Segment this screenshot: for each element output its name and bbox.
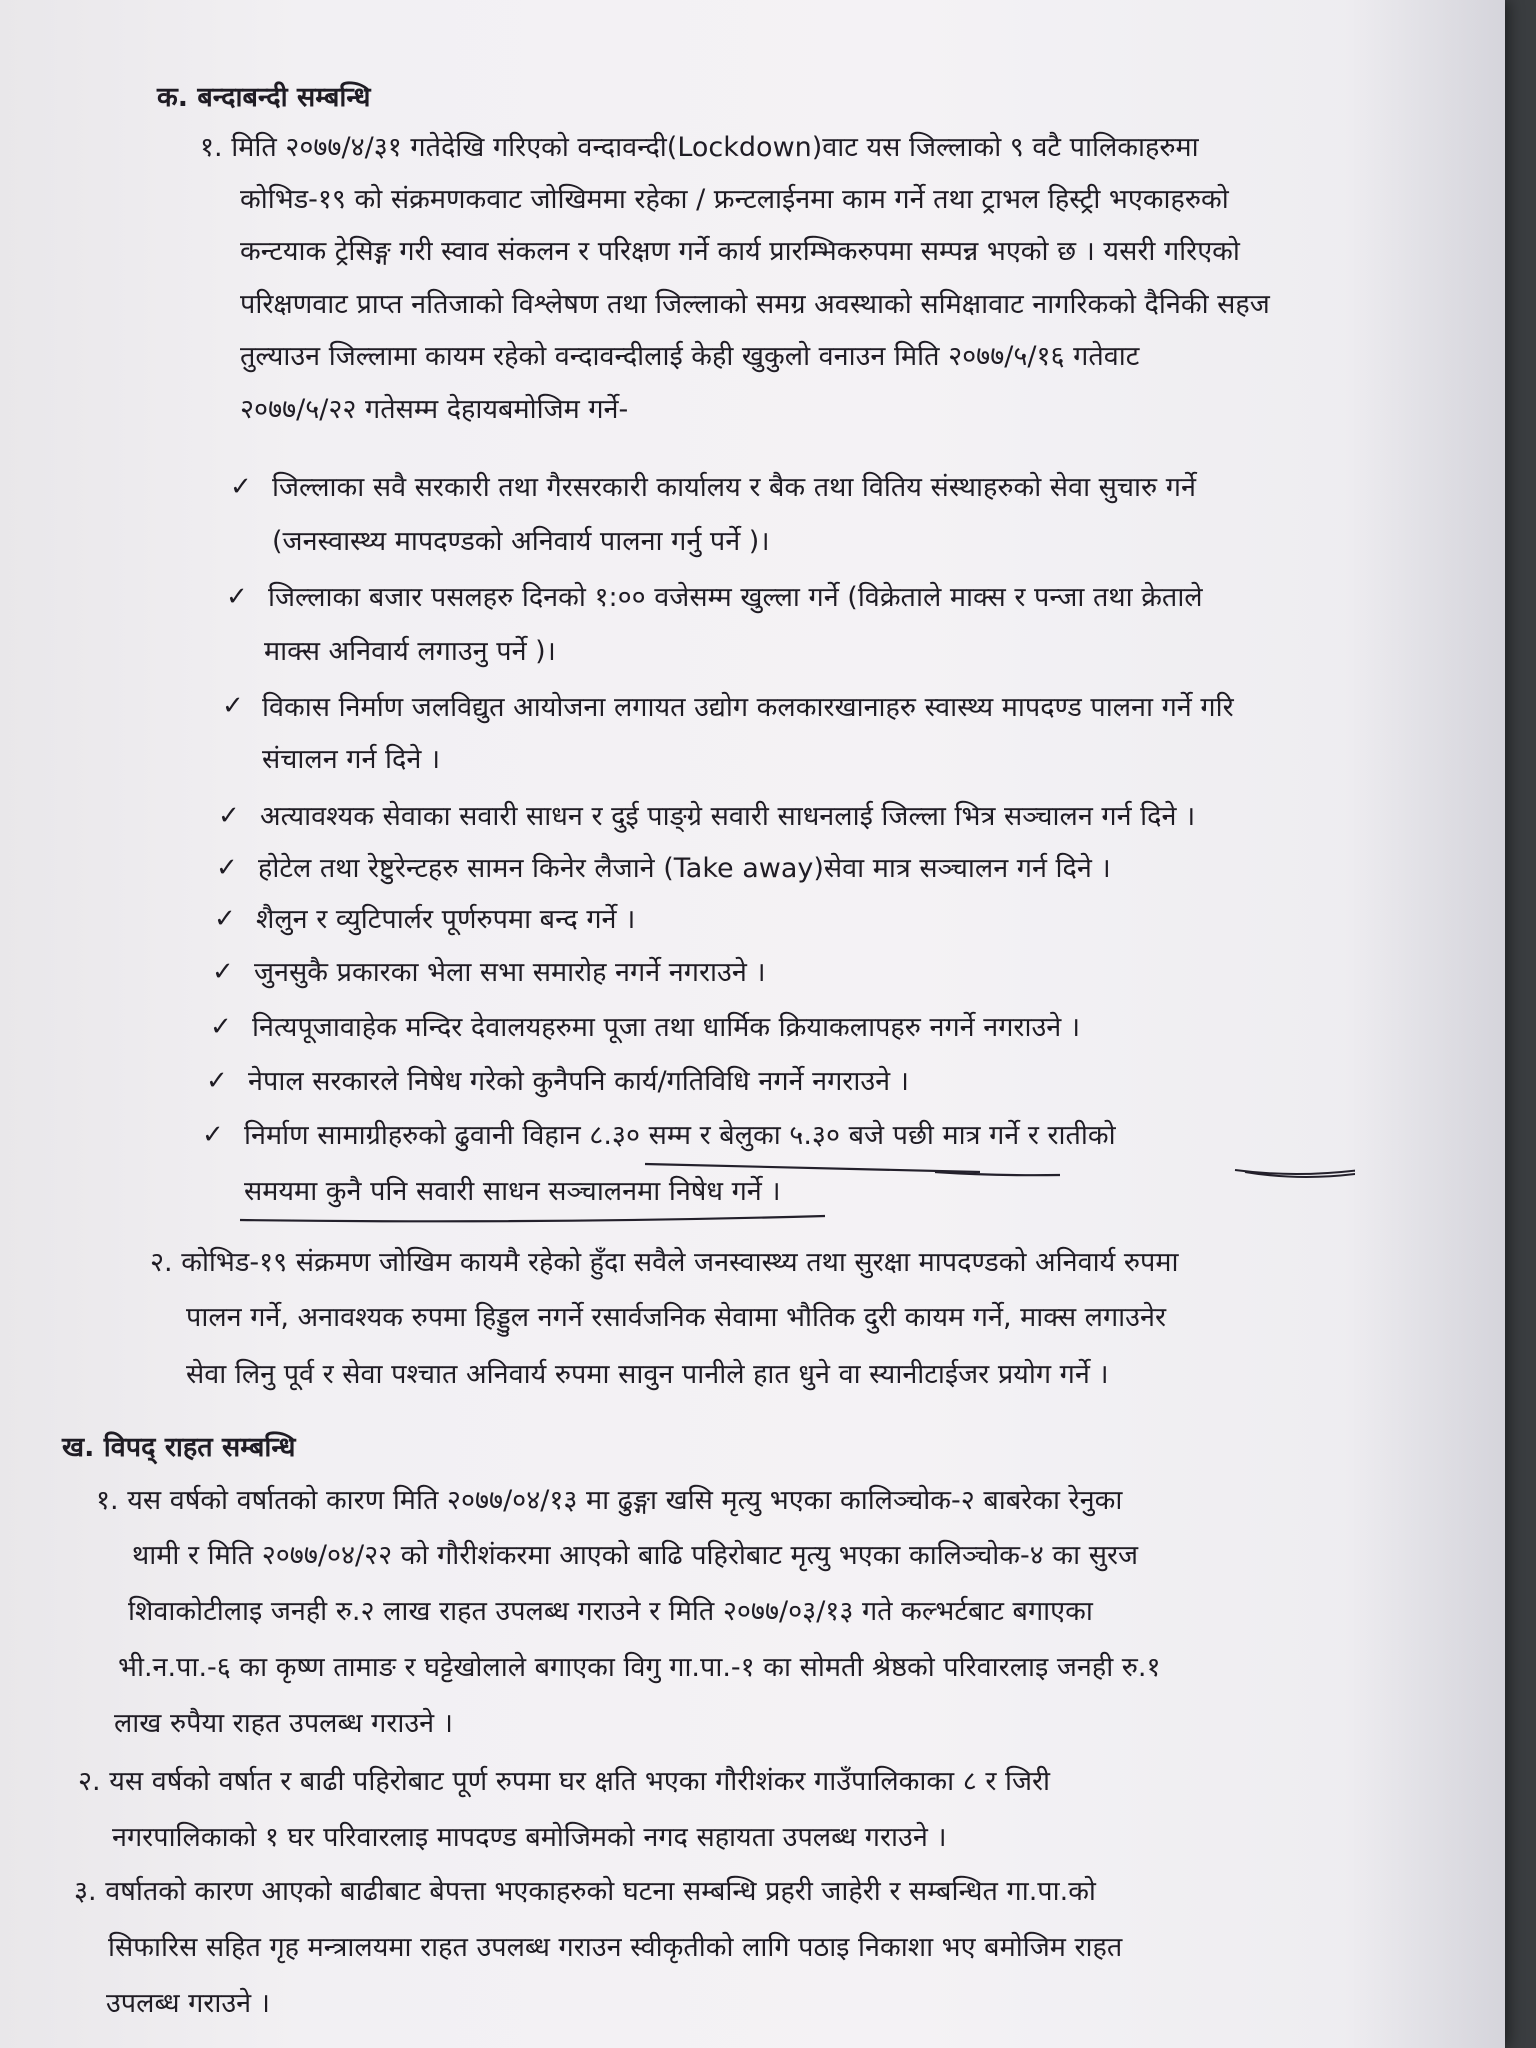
bullet-line: शैलुन र व्युटिपार्लर पूर्णरुपमा बन्द गर्ने । <box>256 904 636 935</box>
check-mark-icon: ✓ <box>218 801 240 831</box>
bullet-line: नेपाल सरकारले निषेध गरेको कुनैपनि कार्य/गतिविधि नगर्ने नगराउने । <box>248 1066 909 1097</box>
para-kha1-line: भी.न.पा.-६ का कृष्ण तामाङ र घट्टेखोलाले बगाएका विगु गा.पा.-१ का सोमती श्रेष्ठको परिवारलाइ जनही रु.१ <box>118 1652 1161 1683</box>
section-heading-ka: क. बन्दाबन्दी सम्बन्धि <box>157 82 371 113</box>
check-mark-icon: ✓ <box>216 853 238 883</box>
para-ka2-line: २. कोभिड-१९ संक्रमण जोखिम कायमै रहेको हुँदा सवैले जनस्वास्थ्य तथा सुरक्षा मापदण्डको अनिवार्य रुपमा <box>150 1247 1179 1278</box>
para-kha2-line: नगरपालिकाको १ घर परिवारलाइ मापदण्ड बमोजिमको नगद सहायता उपलब्ध गराउने । <box>112 1822 947 1853</box>
bullet-line: (जनस्वास्थ्य मापदण्डको अनिवार्य पालना गर्नु पर्ने )। <box>272 526 770 557</box>
para-ka1-line: कोभिड-१९ को संक्रमणकवाट जोखिममा रहेका / फ्रन्टलाईनमा काम गर्ने तथा ट्राभल हिस्ट्री भएकाहरुको <box>240 184 1229 215</box>
bullet-line: विकास निर्माण जलविद्युत आयोजना लगायत उद्योग कलकारखानाहरु स्वास्थ्य मापदण्ड पालना गर्ने गरि <box>262 692 1234 723</box>
check-mark-icon: ✓ <box>226 582 248 612</box>
bullet-line: निर्माण सामाग्रीहरुको ढुवानी विहान ८.३० सम्म र बेलुका ५.३० बजे पछी मात्र गर्ने र रातीको <box>244 1120 1116 1151</box>
para-kha3-line: ३. वर्षातको कारण आएको बाढीबाट बेपत्ता भएकाहरुको घटना सम्बन्धि प्रहरी जाहेरी र सम्बन्धित गा.पा.को <box>74 1876 1096 1907</box>
check-mark-icon: ✓ <box>206 1066 228 1096</box>
check-mark-icon: ✓ <box>214 904 236 934</box>
para-ka2-line: पालन गर्ने, अनावश्यक रुपमा हिड्डुल नगर्ने रसार्वजनिक सेवामा भौतिक दुरी कायम गर्ने, माक्स लगाउनेर <box>186 1302 1166 1333</box>
section-heading-kha: ख. विपद् राहत सम्बन्धि <box>62 1432 296 1463</box>
para-kha1-line: थामी र मिति २०७७/०४/२२ को गौरीशंकरमा आएको बाढि पहिरोबाट मृत्यु भएका कालिञ्चोक-४ का सुरज <box>132 1540 1139 1571</box>
bullet-line: जिल्लाका सवै सरकारी तथा गैरसरकारी कार्यालय र बैक तथा वितिय संस्थाहरुको सेवा सुचारु गर्ने <box>272 472 1196 503</box>
bullet-line: समयमा कुनै पनि सवारी साधन सञ्चालनमा निषेध गर्ने । <box>244 1176 781 1207</box>
para-kha3-line: उपलब्ध गराउने । <box>106 1988 270 2019</box>
bullet-line: जिल्लाका बजार पसलहरु दिनको १:०० वजेसम्म खुल्ला गर्ने (विक्रेताले माक्स र पन्जा तथा क्रेताले <box>268 582 1203 613</box>
para-ka1-line: तुल्याउन जिल्लामा कायम रहेको वन्दावन्दीलाई केही खुकुलो वनाउन मिति २०७७/५/१६ गतेवाट <box>240 341 1140 372</box>
para-ka1-line: परिक्षणवाट प्राप्त नतिजाको विश्लेषण तथा जिल्लाको समग्र अवस्थाको समिक्षावाट नागरिकको दैनिकी सहज <box>240 289 1270 320</box>
para-kha3-line: सिफारिस सहित गृह मन्त्रालयमा राहत उपलब्ध गराउन स्वीकृतीको लागि पठाइ निकाशा भए बमोजिम राहत <box>108 1932 1123 1963</box>
para-kha1-line: १. यस वर्षको वर्षातको कारण मिति २०७७/०४/१३ मा ढुङ्गा खसि मृत्यु भएका कालिञ्चोक-२ बाबरेका रेनुका <box>96 1485 1123 1516</box>
bullet-line: जुनसुकै प्रकारका भेला सभा समारोह नगर्ने नगराउने । <box>254 957 766 988</box>
para-kha1-line: लाख रुपैया राहत उपलब्ध गराउने । <box>114 1708 453 1739</box>
para-ka1-line: १. मिति २०७७/४/३१ गतेदेखि गरिएको वन्दावन्दी(Lockdown)वाट यस जिल्लाको ९ वटै पालिकाहरुमा <box>200 132 1199 163</box>
para-ka2-line: सेवा लिनु पूर्व र सेवा पश्चात अनिवार्य रुपमा सावुन पानीले हात धुने वा स्यानीटाईजर प्रयोग गर्ने । <box>186 1359 1109 1390</box>
bullet-line: माक्स अनिवार्य लगाउनु पर्ने )। <box>264 636 556 667</box>
para-ka1-line: कन्टयाक ट्रेसिङ्ग गरी स्वाव संकलन र परिक्षण गर्ने कार्य प्रारम्भिकरुपमा सम्पन्न भएको छ । यसरी गरिएको <box>240 236 1240 267</box>
para-ka1-line: २०७७/५/२२ गतेसम्म देहायबमोजिम गर्ने- <box>240 394 629 425</box>
para-kha2-line: २. यस वर्षको वर्षात र बाढी पहिरोबाट पूर्ण रुपमा घर क्षति भएका गौरीशंकर गाउँपालिकाका ८ र जिरी <box>78 1766 1051 1797</box>
check-mark-icon: ✓ <box>202 1120 224 1150</box>
check-mark-icon: ✓ <box>210 1012 232 1042</box>
bullet-line: संचालन गर्न दिने । <box>262 744 441 775</box>
bullet-line: नित्यपूजावाहेक मन्दिर देवालयहरुमा पूजा तथा धार्मिक क्रियाकलापहरु नगर्ने नगराउने । <box>252 1012 1081 1043</box>
bullet-line: होटेल तथा रेष्टुरेन्टहरु सामन किनेर लैजाने (Take away)सेवा मात्र सञ्चालन गर्न दिने । <box>258 853 1111 884</box>
bullet-line: अत्यावश्यक सेवाका सवारी साधन र दुई पाङ्ग्रे सवारी साधनलाई जिल्ला भित्र सञ्चालन गर्न दिने । <box>260 801 1196 832</box>
handwritten-underline <box>235 1150 1355 1230</box>
check-mark-icon: ✓ <box>230 472 252 502</box>
para-kha1-line: शिवाकोटीलाइ जनही रु.२ लाख राहत उपलब्ध गराउने र मिति २०७७/०३/१३ गते कल्भर्टबाट बगाएका <box>128 1596 1093 1627</box>
check-mark-icon: ✓ <box>212 957 234 987</box>
check-mark-icon: ✓ <box>222 691 244 721</box>
